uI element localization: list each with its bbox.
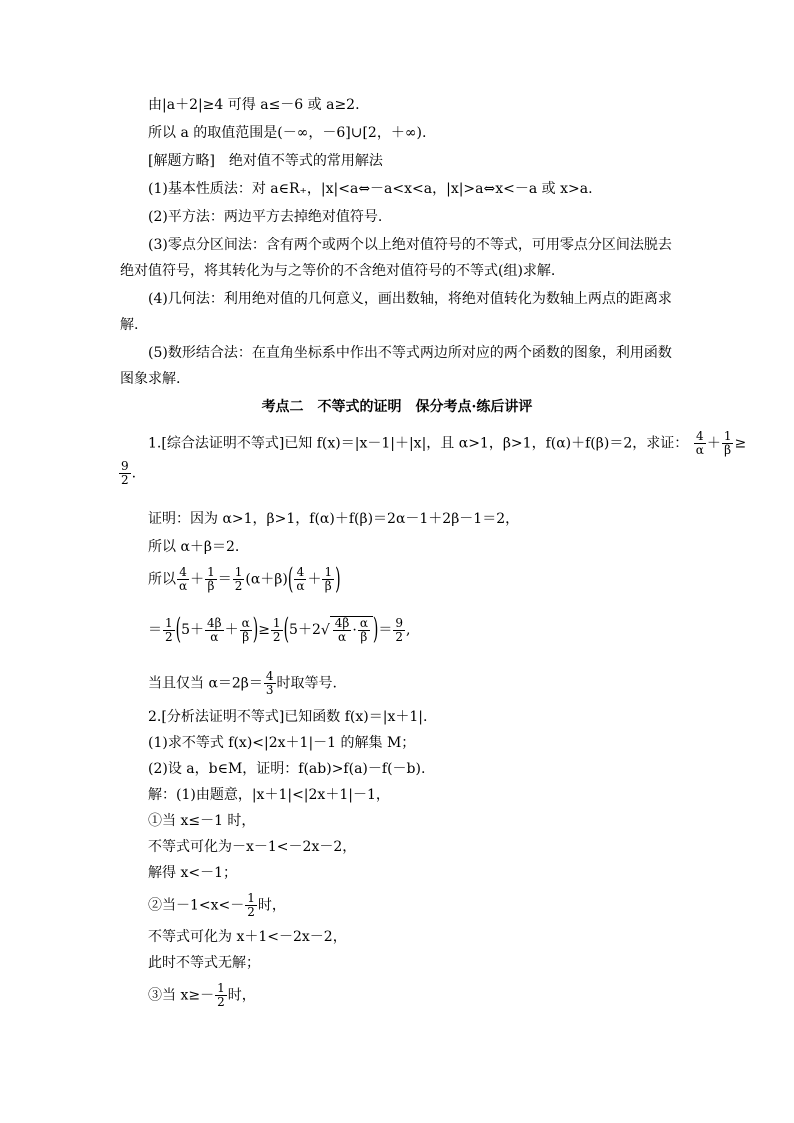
proof-line-4: ＝ $\frac{1}{2}$ (5＋ $\frac{4\beta}{\alpha}$ ＋ $\frac{\alpha}{\beta}$ )≥ $\frac{1}{2}$ (5＋2√ $\frac{4\beta}{\alpha}$ · $\frac{\alpha}{\beta}$ )＝ $\frac{9}{2}$ ,: [148, 613, 411, 647]
line-method-title: [解题方略] 绝对值不等式的常用解法: [148, 153, 383, 169]
case-3-condition: ③当 x≥－ $\frac{1}{2}$ 时，: [148, 981, 256, 1009]
line-range-result: 所以 a 的取值范围是(－∞，－6]∪[2，＋∞).: [148, 125, 427, 141]
case-1-condition: ①当 x≤－1 时，: [148, 813, 256, 829]
frac-9-over-2: $\frac{9}{2}$: [121, 459, 129, 487]
case-1-result: 解得 x<－1；: [148, 865, 237, 881]
sqrt-expression: √ $\frac{4\beta}{\alpha}$ · $\frac{\alpha}{\beta}$: [321, 616, 373, 644]
line-method-2: (2)平方法：两边平方去掉绝对值符号.: [148, 209, 383, 225]
case-2-result: 此时不等式无解；: [148, 955, 260, 971]
section-heading: 考点二 不等式的证明 保分考点·练后讲评: [261, 399, 533, 415]
problem-1-intro: 1.[综合法证明不等式]已知 f(x)＝|x－1|＋|x|，且 α>1，β>1，f(α)＋f(β)＝2，求证：: [148, 435, 689, 452]
proof-line-1: 证明：因为 α>1，β>1，f(α)＋f(β)＝2α－1＋2β－1＝2，: [148, 511, 520, 527]
solution-line-1: 解：(1)由题意，|x＋1|<|2x＋1|－1，: [148, 787, 390, 803]
problem-1-ge: ≥: [734, 435, 747, 452]
problem-2-q1: (1)求不等式 f(x)<|2x＋1|－1 的解集 M；: [148, 735, 416, 751]
line-method-5b: 图象求解.: [120, 371, 181, 387]
line-method-5a: (5)数形结合法：在直角坐标系中作出不等式两边所对应的两个函数的图象，利用函数: [148, 345, 672, 361]
problem-2-q2: (2)设 a，b∈M，证明：f(ab)>f(a)－f(－b).: [148, 761, 426, 777]
proof-line-5: 当且仅当 α＝2β＝ $\frac{4}{3}$ 时取等号.: [148, 669, 337, 697]
problem-2-statement: 2.[分析法证明不等式]已知函数 f(x)＝|x＋1|.: [148, 709, 428, 725]
problem-1-rhs: $\frac{9}{2}$ .: [121, 459, 137, 487]
line-method-3b: 绝对值符号，将其转化为与之等价的不含绝对值符号的不等式(组)求解.: [120, 263, 556, 279]
case-2-condition: ②当－1<x<－ $\frac{1}{2}$ 时，: [148, 891, 286, 919]
frac-4-over-alpha: $\frac{4}{\alpha}$: [695, 429, 704, 457]
line-method-4b: 解.: [120, 317, 139, 333]
line-method-4a: (4)几何法：利用绝对值的几何意义，画出数轴，将绝对值转化为数轴上两点的距离求: [148, 291, 672, 307]
case-1-inequality: 不等式可化为－x－1<－2x－2，: [148, 839, 357, 855]
line-range-derivation: 由|a＋2|≥4 可得 a≤－6 或 a≥2.: [148, 97, 360, 113]
proof-line-2: 所以 α＋β＝2.: [148, 539, 240, 555]
line-method-3a: (3)零点分区间法：含有两个或两个以上绝对值符号的不等式，可用零点分区间法脱去: [148, 237, 672, 253]
proof-line-3: 所以 $\frac{4}{\alpha}$ ＋ $\frac{1}{\beta}$ ＝ $\frac{1}{2}$ (α＋β)( $\frac{4}{\alpha}$ ＋ $\frac{1}{\beta}$ ): [148, 562, 341, 597]
frac-1-over-beta: $\frac{1}{\beta}$: [723, 429, 732, 457]
case-2-inequality: 不等式可化为 x＋1<－2x－2，: [148, 929, 347, 945]
line-method-1: (1)基本性质法：对 a∈R₊，|x|<a⇔－a<x<a，|x|>a⇔x<－a 或 x>a.: [148, 181, 593, 197]
problem-1-statement: 1.[综合法证明不等式]已知 f(x)＝|x－1|＋|x|，且 α>1，β>1，f(α)＋f(β)＝2，求证： $\frac{4}{\alpha}$ ＋ $\frac{1}{\beta}$ ≥: [148, 429, 747, 457]
